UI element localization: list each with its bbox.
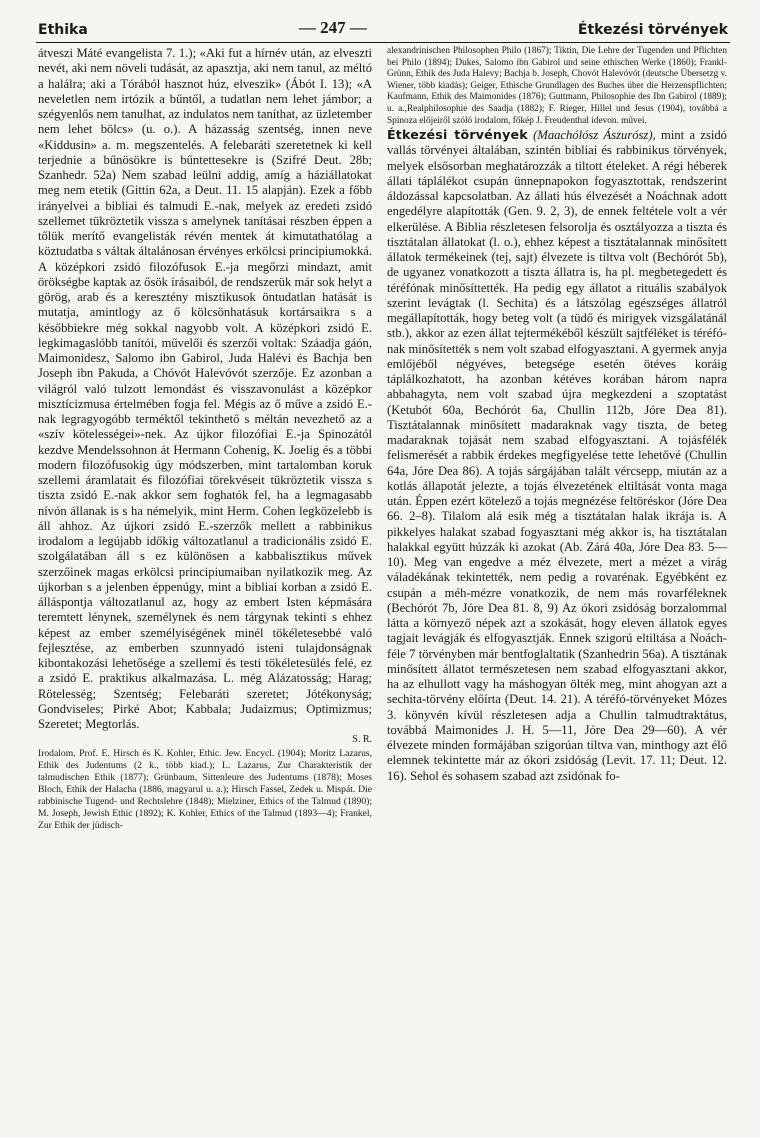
running-header: [38, 14, 728, 38]
page-number: — 247 —: [298, 18, 367, 37]
author-signature: S. R.: [352, 734, 372, 746]
dietary-laws-article: [387, 127, 727, 784]
header-left-title: Ethika: [38, 22, 88, 38]
literature-list: Irodalom. Prof. E. Hirsch és K. Kohler, Ethic. Jew. Encycl. (1904); Moritz Lazarus, Ethik des Judentums (2 k., több kiad.); L. Lazarus, Zur Charakteristik der talmudischen Ethik (1877); Grünbaum, Sittenleure des Judentums (1878); Moses Bloch, Ethik der Halacha (1886, magyarul u. a.); Hirsch Fassel, Zedek u. Mispát. Die rabbinische Tugend- und Rechtslehre (1848); Mielziner, Ethics of the Talmud (1890); M. Joseph, Jewish Ethic (1892); K. Kohler, Ethics of the Talmud (1893—4); Frankel, Zur Ethik der jüdisch-: [38, 747, 372, 831]
ethics-article-body: átveszi Máté evangelista 7. 1.); «Aki fut a hírnév után, az elveszti nevét, aki nem növeli tudását, az apasztja, aki nem tanul, az méltó a halálra; aki a Tórából hasznot húz, elveszik» (Ábót I. 13); «A neveletlen nem irtózik a bűntől, a tudatlan nem lehet jámbor; a szégyenlős nem tanulhat, az indulatos nem taníthat, az üzletember nem lehet bölcs» (u. o.). A házasság szentség, innen neve «Kiddusin» a. m. megszentelés. A felebaráti szeretetnek ki kell terjednie a bűnösökre is bűntettesekre is (Szifré Deut. 28b; Szanhedr. 52a) Nem szabad leülni addig, amíg a háziállatokat meg nem etetik (Gittin 62a, a Deut. 11. 15 alapján). Ezek a főbb irányelvei a bibliai és talmudi E.-nak, melyek az eredeti zsidó szellemet tükröztetik vissza s amelynek tanításai részben éppen a tőlük merítő evangelisták révén mentek át kimutathatólag a köztudatba s váltak általánosan érvényes erkölcsi principiumokká. A középkori zsidó filozófusok E.-ja megőrzi mindazt, amit örökségbe kaptak az ősök írásaiból, de rendszerük már sok helyt a görög, arab és a keresztény misztikusok öntudatlan hatását is mutatja, amintlogy az ő kölcsönhatásuk kortársaikra s a későbbiekre még sokkal nagyobb volt. A középkori zsidó E. legkimagaslóbb tanítói, művelői és szerzői voltak: Száadja gáón, Maimonidesz, Salomo ibn Gabirol, Juda Halévi és Bachja ben Joseph ibn Pakuda, a Chóvót Halevóvót szerzője. Ez azonban a világról való tulzott lemondást és visszavonulást a középkor misztícizmusa értelmében fogja fel. Mégis az ő műve a zsidó E.-nak legragyogóbb terméktől tekinthető s méltán nevezhető az a «szív kötelességei»-nek. Az újkor filozófiai E.-ja Spinozától kezdve Mendelssohnon át Hermann Cohenig, K. Joelig és a többi modern filozófusokig úgy módszerben, mint tartalomban koruk szellemi áramlatait és filozófiai törekvéseit tükröztetik vissza s tiszta zsidó E.-nak akkor sem foghatók fel, ha a legmagasabb nívón állanak is s ha némelyik, mint Herm. Cohen legközelebb is áll ahhoz. Az újkori zsidó E.-szerzők mellett a rabbinikus irodalom a legújabb időkig változatlanul a tradicionális zsidó E. szolgálatában áll s ez különösen a kabbalisztikus művek szerzőinek magas erkölcsi principiumaiban nyilatkozik meg. Az újkorban s a jelenben éppenúgy, mint a bibliai korban a zsidó E. álláspontja változatlanul az, hogy az embert Isten képmására teremtett lénynek, személynek és nem tárgynak tekinti s ehhez képest az ember személyiségének minél tökéletesebbé való fejlesztése, az emberben szunnyadó isteni tulajdonságnak kibontakozási lehetősége a szellemi és testi tökéletesülés felé, ez a zsidó E. praktikus alkalmazása. L. még Alázatosság; Harag; Rötelesség; Szentség; Felebaráti szeretet; Jótékonyság; Gondviseles; Pirké Abot; Kabbala; Judaizmus; Optimizmus; Szeretet; Megtorlás.: [38, 46, 372, 731]
header-rule: [36, 42, 730, 43]
left-column: [38, 46, 372, 1128]
article-headword: Étkezési törvények: [387, 127, 528, 143]
literature-list-continued: alexandrinischen Philosophen Philo (1867); Tiktin, Die Lehre der Tugenden und Pflichten bei Philo (1894); Dukes, Salomo ibn Gabirol und seine ethischen Werke (1860); Frankl-Grünn, Ethik des Juda Halevy; Bachja b. Joseph, Chovót Halevóvót (deutsche Übersetzg v. Wiener, több kiadás); Geiger, Ethische Grundlagen des Buches über die Herzenspflichten; Kaufmann, Ethik des Maimonides (1876); Guttmann, Philosophie des Ibn Gabirol (1889); u. a.,Realphilosophie des Saadja (1882); F. Rieger, Hillel und Jesus (1904), továbbá a Spinoza előjeiről szóló irodalom, főkép J. Freudenthal idevon. művei.: [387, 46, 727, 126]
right-column: [387, 46, 727, 1128]
article-body: mint a zsidó vallás törvényei általában, szintén bibliai és rabbinikus törvények, melyek elsősorban meghatározzák a tiltott ételeket. A régi héberek állati táplálékot csupán ünnepnapokon fogyasztottak, rendszerint áldozással kapcsolatban. Az állati hús élvezését a Noáchnak adott engedélyre alapították (Gen. 9. 2, 3), de ennek feltétele volt a vér elkerülése. A Biblia részletesen felsorolja és osztályozza a tiszta és tisztátalan állatokat (l. o.), ehhez képest a tisztátalannak minősített állatok termékeinek (tej, sajt) élvezete is tiltva volt (Bechórót 5b), de ugyanez vonatkozott a tiszta állatra is, ha pl. megbetegedett és téréfónak minősíttették. Ha pedig egy állatot a rituális szabályok szerint levágtak (l. Sechita) és a látszólag egészséges állatról megállapították, hogy beteg volt (a tüdő és mirigyek vizsgálatánál stb.), akkor az ezen állat tejtermékéből készült sajtféléket is téréfó-nak minősítették s nem volt szabad elfogyasztani. A gyermek anyja emlőjéből négyéves, betegsége esetén ötéves koráig táplálkozhatott, ha azonban kétéves korában három napra abbahagyta, nem volt szabad újra megkezdeni a szoptatást (Ketubót 60a, Bechórót 6a, Chullin 112b, Jóre Dea 81). Tisztátalannak minősített madaraknak vagy tiszta, de beteg madaraknak tojását nem szabad elfogyasztani. A tojásfélék felismerését a rabbik érdekes megfigyelése tette lehetővé (Chullin 64a, Jóre Dea 86). A tojás sárgájában talált vércsepp, miután az a kotlás állapotát jelezte, a tojás élvezetének eltiltását vonta maga után. Éppen ezért kötelező a tojás megnézése feltöréskor (Jóre Dea 66. 2–8). Tilalom alá esik még a tisztátalan halak ikrája is. A pikkelyes halakat szabad fogyasztani még akkor is, ha tisztátalan halakkal együtt húzzák ki azokat (Ab. Zárá 40a, Jóre Dea 83. 5—10). Meg van engedve a méz élvezete, mert a mézet a virág váladékának tekintették, nem pedig a rovarénak. Egyébként ez csupán a méh-mézre vonatkozik, de nem más rovarféleknek (Bechórót 7b, Jóre Dea 81. 8, 9) Az ókori zsidóság borzalommal látta a környező népek azt a szokását, hogy eleven állatok egyes tagjait levágják és elfogyasztják. Ennek szigorú eltiltása a Noách-féle 7 törvényben már bentfoglaltatik (Szanhedrin 56a). A tisztának minősített állatot természetesen nem szabad elfogyasztani akkor, ha az elhullott vagy ha máshogyan ölték meg, mint ahogyan azt a sechita-törvény előírta (Deut. 14. 21). A téréfó-törvényeket Mózes 3. könyvén kívül részletesen adja a Chullin talmudtraktátus, továbbá Maimonides J. H. 5—11, Jóre Dea 29—60). A vér élvezete minden formájában szigorúan tiltva van, minthogy azt élő elemnek tekintette már az ókori zsidóság (Levit. 17. 11; Deut. 12. 16). Sehol és sohasem szabad azt zsidónak fo-: [387, 128, 727, 783]
header-right-title: Étkezési törvények: [577, 22, 728, 38]
article-headword-hebrew: (Maachólósz Ászurósz),: [533, 128, 656, 143]
